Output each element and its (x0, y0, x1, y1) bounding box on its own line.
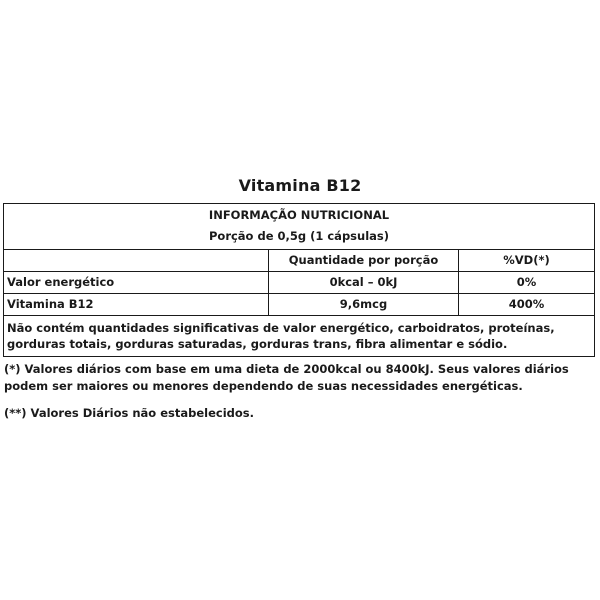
table-row (4, 272, 594, 294)
page-title: Vitamina B12 (238, 176, 362, 195)
nutrient-quantity: 9,6mcg (269, 294, 459, 315)
nutrient-dv: 0% (516, 275, 537, 289)
column-header-dv: %VD(*) (503, 253, 550, 267)
column-header-quantity: Quantidade por porção (269, 250, 459, 271)
table-row (4, 294, 594, 316)
column-header-row (4, 250, 594, 272)
column-header-nutrient (4, 250, 269, 271)
nutrient-quantity: 0kcal – 0kJ (269, 272, 459, 293)
footnote-not-established: (**) Valores Diários não estabelecidos. (4, 406, 254, 420)
serving-size: Porção de 0,5g (1 cápsulas) (208, 229, 390, 243)
footnote-daily-values: (*) Valores diários com base em uma dieta de 2000kcal ou 8400kJ. Seus valores diários podem ser maiores ou menores dependendo de suas necessidades energéticas. (4, 362, 569, 393)
table-heading: INFORMAÇÃO NUTRICIONAL (208, 208, 390, 222)
nutrient-dv: 400% (508, 297, 545, 311)
table-header (4, 204, 594, 250)
nutrient-name: Vitamina B12 (4, 294, 269, 315)
table-note: Não contém quantidades significativas de valor energético, carboidratos, proteínas, gorduras totais, gorduras saturadas, gorduras trans, fibra alimentar e sódio. (7, 321, 555, 351)
nutrition-facts-table (3, 203, 595, 357)
nutrient-name: Valor energético (4, 272, 269, 293)
